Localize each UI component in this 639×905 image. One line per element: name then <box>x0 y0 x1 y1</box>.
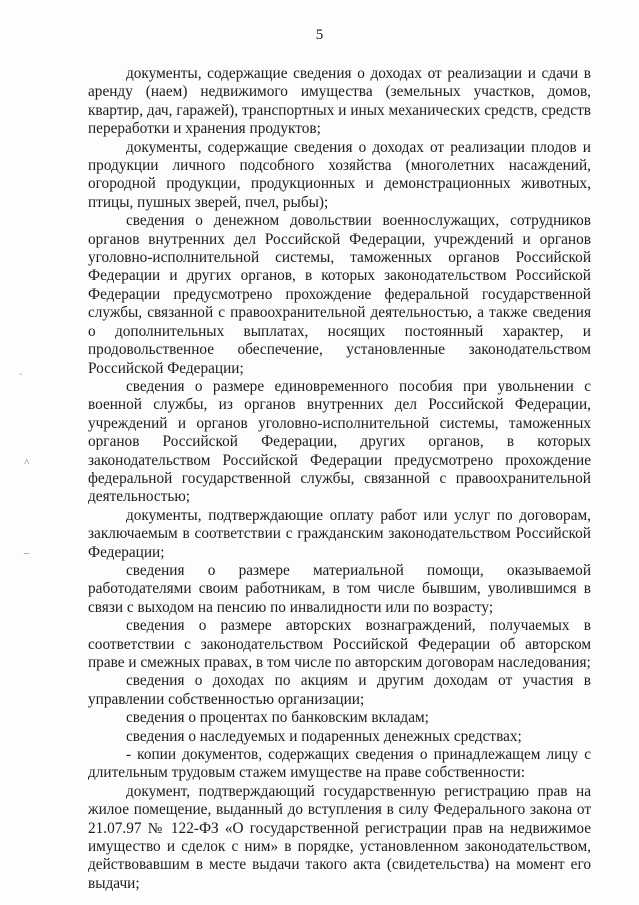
paragraph-housing-registration: документ, подтверждающий государственную регистрацию прав на жилое помещение, выданный до вступления в силу Федерального закона от 21.07.97 № 122-ФЗ «О государственной регистрации прав на недвижимое имущество и сделок с ним» в порядке, установленном законодательством, действовавшим в месте выдачи такого акта (свидетельства) на момент его выдачи; <box>88 782 591 892</box>
scan-speck: ˋ <box>19 373 23 384</box>
paragraph-material-assistance: сведения о размере материальной помощи, оказываемой работодателями своим работникам, в том числе бывшим, уволившимся в связи с выходом на пенсию по инвалидности или по возрасту; <box>88 561 591 616</box>
paragraph-military-allowance: сведения о денежном довольствии военнослужащих, сотрудников органов внутренних дел Российской Федерации, учреждений и органов уголовно-исполнительной системы, таможенных органов Российской Федерации и других органов, в которых законодательством Российской Федерации предусмотрено прохождение федеральной государственной службы, связанной с правоохранительной деятельностью, а также сведения о дополнительных выплатах, носящих постоянный характер, и продовольственное обеспечение, установленные законодательством Российской Федерации; <box>88 212 591 377</box>
paragraph-property-documents: - копии документов, содержащих сведения о принадлежащем лицу с длительным трудовым стажем имуществе на праве собственности: <box>88 746 591 782</box>
scan-speck: ˄ <box>24 457 30 468</box>
paragraph-inherited-funds: сведения о наследуемых и подаренных денежных средствах; <box>126 727 522 745</box>
page-number: 5 <box>315 27 324 43</box>
paragraph-civil-contracts: документы, подтверждающие оплату работ или услуг по договорам, заключаемым в соответствии с гражданским законодательством Российской Федерации; <box>88 506 591 561</box>
paragraph-income-household-farming: документы, содержащие сведения о доходах от реализации плодов и продукции личного подсобного хозяйства (многолетних насаждений, огородной продукции, продукционных и демонстрационных животных, птицы, пушных зверей, пчел, рыбы); <box>88 138 591 211</box>
paragraph-author-royalties: сведения о размере авторских вознаграждений, получаемых в соответствии с законодательством Российской Федерации об авторском праве и смежных правах, в том числе по авторским договорам наследования; <box>88 617 591 671</box>
paragraph-severance-benefit: сведения о размере единовременного пособия при увольнении с военной службы, из органов внутренних дел Российской Федерации, учреждений и органов уголовно-исполнительной системы, таможенных органов Российской Федерации, других органов, в которых законодательством Российской Федерации предусмотрено прохождение федеральной государственной службы, связанной с правоохранительной деятельностью; <box>88 377 591 506</box>
paragraph-income-real-estate: документы, содержащие сведения о доходах от реализации и сдачи в аренду (наем) недвижимого имущества (земельных участков, домов, квартир, дач, гаражей), транспортных и иных механических средств, средств переработки и хранения продуктов; <box>88 65 591 138</box>
document-body <box>88 65 591 893</box>
paragraph-share-dividends: сведения о доходах по акциям и другим доходам от участия в управлении собственностью организации; <box>88 672 591 708</box>
paragraph-bank-interest: сведения о процентах по банковским вкладам; <box>126 709 429 727</box>
scan-speck: – <box>24 548 29 559</box>
